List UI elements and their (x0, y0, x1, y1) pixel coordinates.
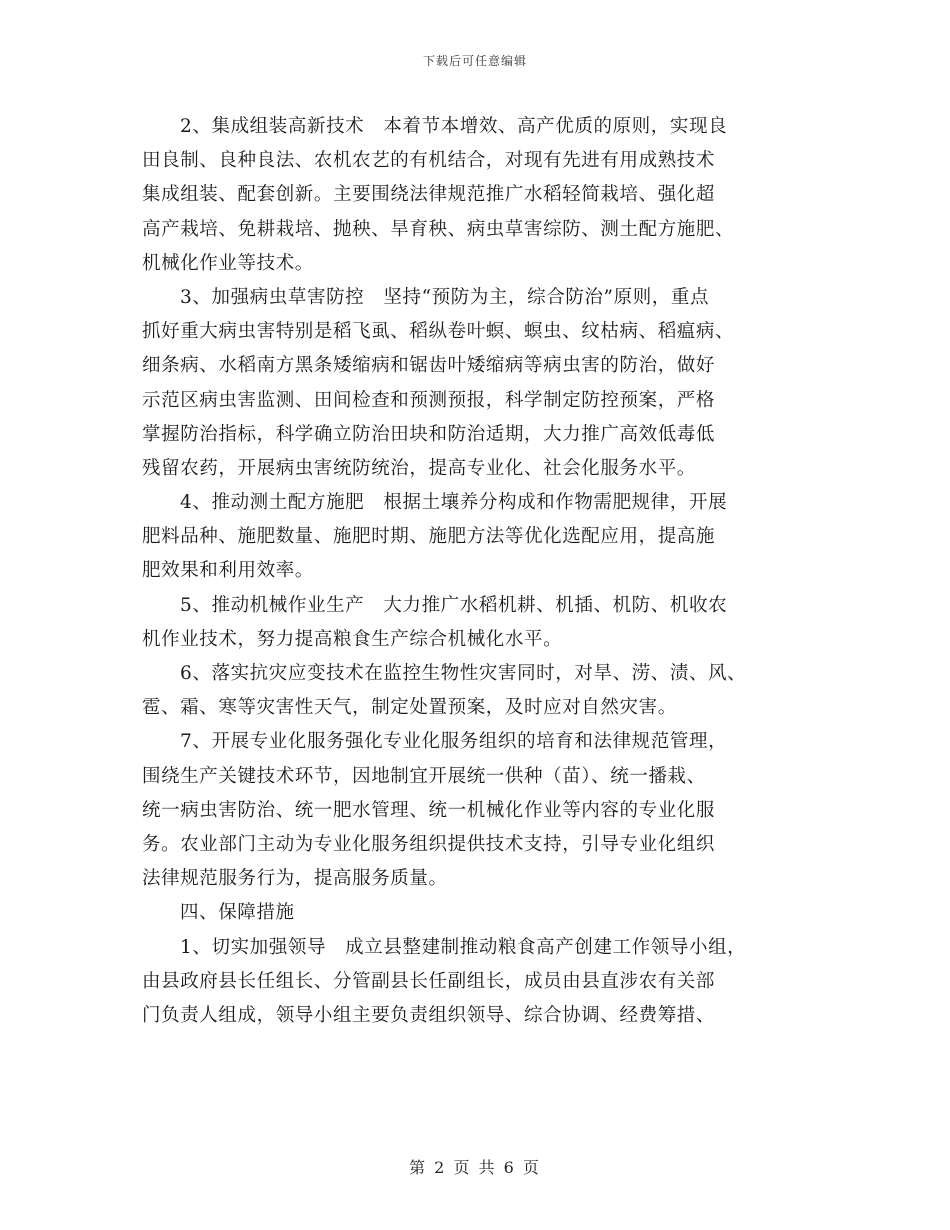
text-line: 5、推动机械作业生产 大力推广水稻机耕、机插、机防、机收农 (180, 594, 728, 616)
text-line: 1、切实加强领导 成立县整建制推动粮食高产创建工作领导小组， (180, 936, 747, 958)
page-number: 第 2 页 共 6 页 (409, 1158, 541, 1177)
text-line: 肥料品种、施肥数量、施肥时期、施肥方法等优化选配应用，提高施 (142, 526, 716, 548)
text-line: 统一病虫害防治、统一肥水管理、统一机械化作业等内容的专业化服 (142, 799, 716, 821)
text-line: 2、集成组装高新技术 本着节本增效、高产优质的原则，实现良 (180, 116, 728, 137)
text-line: 6、落实抗灾应变技术在监控生物性灾害同时，对旱、涝、渍、风、 (180, 663, 747, 684)
text-line: 机作业技术，努力提高粮食生产综合机械化水平。 (142, 628, 563, 650)
text-line: 掌握防治指标，科学确立防治田块和防治适期，大力推广高效低毒低 (142, 423, 716, 445)
text-line: 高产栽培、免耕栽培、抛秧、旱育秧、病虫草害综防、测土配方施肥、 (142, 218, 735, 240)
text-line: 田良制、良种良法、农机农艺的有机结合，对现有先进有用成熟技术 (142, 150, 716, 172)
text-line: 机械化作业等技术。 (142, 252, 314, 274)
text-line: 示范区病虫害监测、田间检查和预测预报，科学制定防控预案，严格 (142, 389, 716, 411)
text-line: 雹、霜、寒等灾害性天气，制定处置预案，及时应对自然灾害。 (142, 697, 677, 719)
text-line: 3、加强病虫草害防控 坚持“预防为主，综合防治”原则，重点 (180, 286, 710, 308)
text-line: 围绕生产关键技术环节，因地制宜开展统一供种（苗）、统一播栽、 (142, 765, 706, 787)
text-line: 细条病、水稻南方黑条矮缩病和锯齿叶矮缩病等病虫害的防治，做好 (142, 355, 716, 377)
text-line: 7、开展专业化服务强化专业化服务组织的培育和法律规范管理， (180, 731, 728, 753)
body-text (142, 110, 822, 1033)
text-line: 由县政府县长任组长、分管副县长任副组长，成员由县直涉农有关部 (142, 970, 716, 992)
text-line: 肥效果和利用效率。 (142, 560, 314, 582)
header-note: 下载后可任意编辑 (422, 54, 527, 68)
text-line: 四、保障措施 (180, 902, 295, 924)
text-line: 残留农药，开展病虫害统防统治，提高专业化、社会化服务水平。 (142, 457, 696, 479)
text-line: 门负责人组成，领导小组主要负责组织领导、综合协调、经费筹措、 (142, 1004, 716, 1026)
text-line: 4、推动测土配方施肥 根据土壤养分构成和作物需肥规律，开展 (180, 492, 728, 514)
text-line: 务。农业部门主动为专业化服务组织提供技术支持，引导专业化组织 (142, 833, 716, 855)
text-line: 集成组装、配套创新。主要围绕法律规范推广水稻轻简栽培、强化超 (142, 184, 716, 206)
text-line: 抓好重大病虫害特别是稻飞虱、稻纵卷叶螟、螟虫、纹枯病、稻瘟病、 (142, 321, 735, 343)
text-line: 法律规范服务行为，提高服务质量。 (142, 868, 448, 890)
